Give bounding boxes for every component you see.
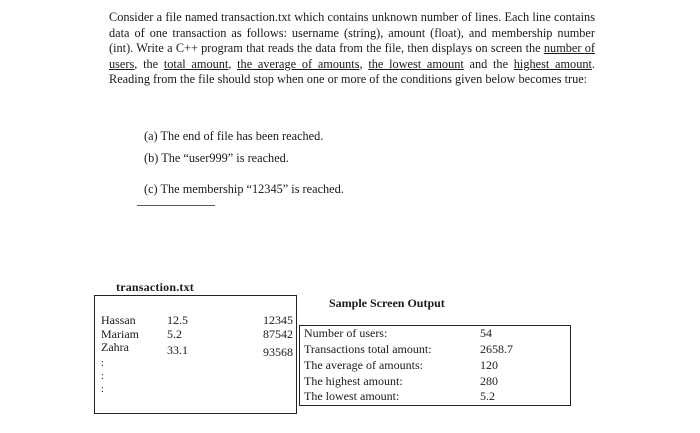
- underlined-total-amount: total amount: [163, 56, 229, 71]
- ellipsis-rows: [101, 357, 139, 395]
- condition-a: (a) The end of file has been reached.: [144, 129, 324, 143]
- name-cell: Hassan: [101, 313, 136, 327]
- problem-text: Consider a file named transaction.txt which contains unknown number of lines. Each line contains data of one transaction as follows: username (string), amount (float), and membership number (int). Write a C++ program that reads the data from the file, then displays on screen the: [109, 10, 595, 56]
- output-row-label: Number of users:: [304, 326, 388, 340]
- amount-cell: 5.2: [167, 326, 182, 341]
- problem-text: ,: [359, 56, 369, 71]
- problem-text: . Reading from the file should stop when one or more of the conditions given below becomes true:: [109, 56, 595, 87]
- output-row-value: 5.2: [480, 389, 495, 403]
- output-row-label: The highest amount:: [304, 374, 403, 388]
- ellipsis-mark: :: [101, 357, 104, 369]
- problem-statement: [109, 10, 595, 88]
- condition-c: (c) The membership “12345” is reached.: [144, 182, 344, 196]
- problem-text: ,: [228, 56, 238, 71]
- output-row-label: The average of amounts:: [304, 358, 423, 372]
- membership-cell: 93568: [263, 345, 293, 359]
- memberships-column: [226, 300, 293, 359]
- output-row-value: 2658.7: [480, 342, 513, 356]
- output-label: Sample Screen Output: [329, 296, 445, 310]
- output-row-value: 120: [480, 358, 498, 372]
- output-row-lowest: [304, 389, 568, 404]
- sample-output-box: [299, 325, 571, 406]
- names-column: [101, 313, 139, 395]
- output-row-highest: [304, 374, 568, 389]
- amount-cell: 33.1: [167, 343, 188, 357]
- condition-b: (b) The “user999” is reached.: [144, 151, 289, 165]
- output-row-value: 280: [480, 374, 498, 388]
- underlined-highest-amount: highest amount: [513, 56, 592, 71]
- ellipsis-mark: :: [101, 370, 104, 382]
- underlined-average: the average of amounts: [237, 56, 360, 71]
- name-cell: Zahra: [101, 340, 129, 354]
- membership-cell: 12345: [263, 313, 293, 327]
- output-row-total: [304, 342, 568, 357]
- amount-cell: 12.5: [167, 313, 188, 327]
- problem-text: , the: [134, 56, 164, 71]
- output-row-average: [304, 358, 568, 373]
- output-row-users: [304, 326, 568, 341]
- underlined-lowest-amount: the lowest amount: [368, 56, 464, 71]
- output-row-value: 54: [480, 326, 492, 340]
- problem-text: and the: [463, 56, 514, 71]
- amounts-column: [167, 313, 188, 357]
- name-cell: Mariam: [101, 326, 139, 341]
- membership-cell: 87542: [263, 326, 293, 341]
- file-contents-box: [94, 295, 297, 414]
- underlined-number-of-users: number of users: [109, 41, 595, 71]
- output-row-label: The lowest amount:: [304, 389, 400, 403]
- divider-line: [137, 205, 215, 206]
- output-row-label: Transactions total amount:: [304, 342, 432, 356]
- file-label: transaction.txt: [116, 280, 194, 294]
- ellipsis-mark: :: [101, 383, 104, 395]
